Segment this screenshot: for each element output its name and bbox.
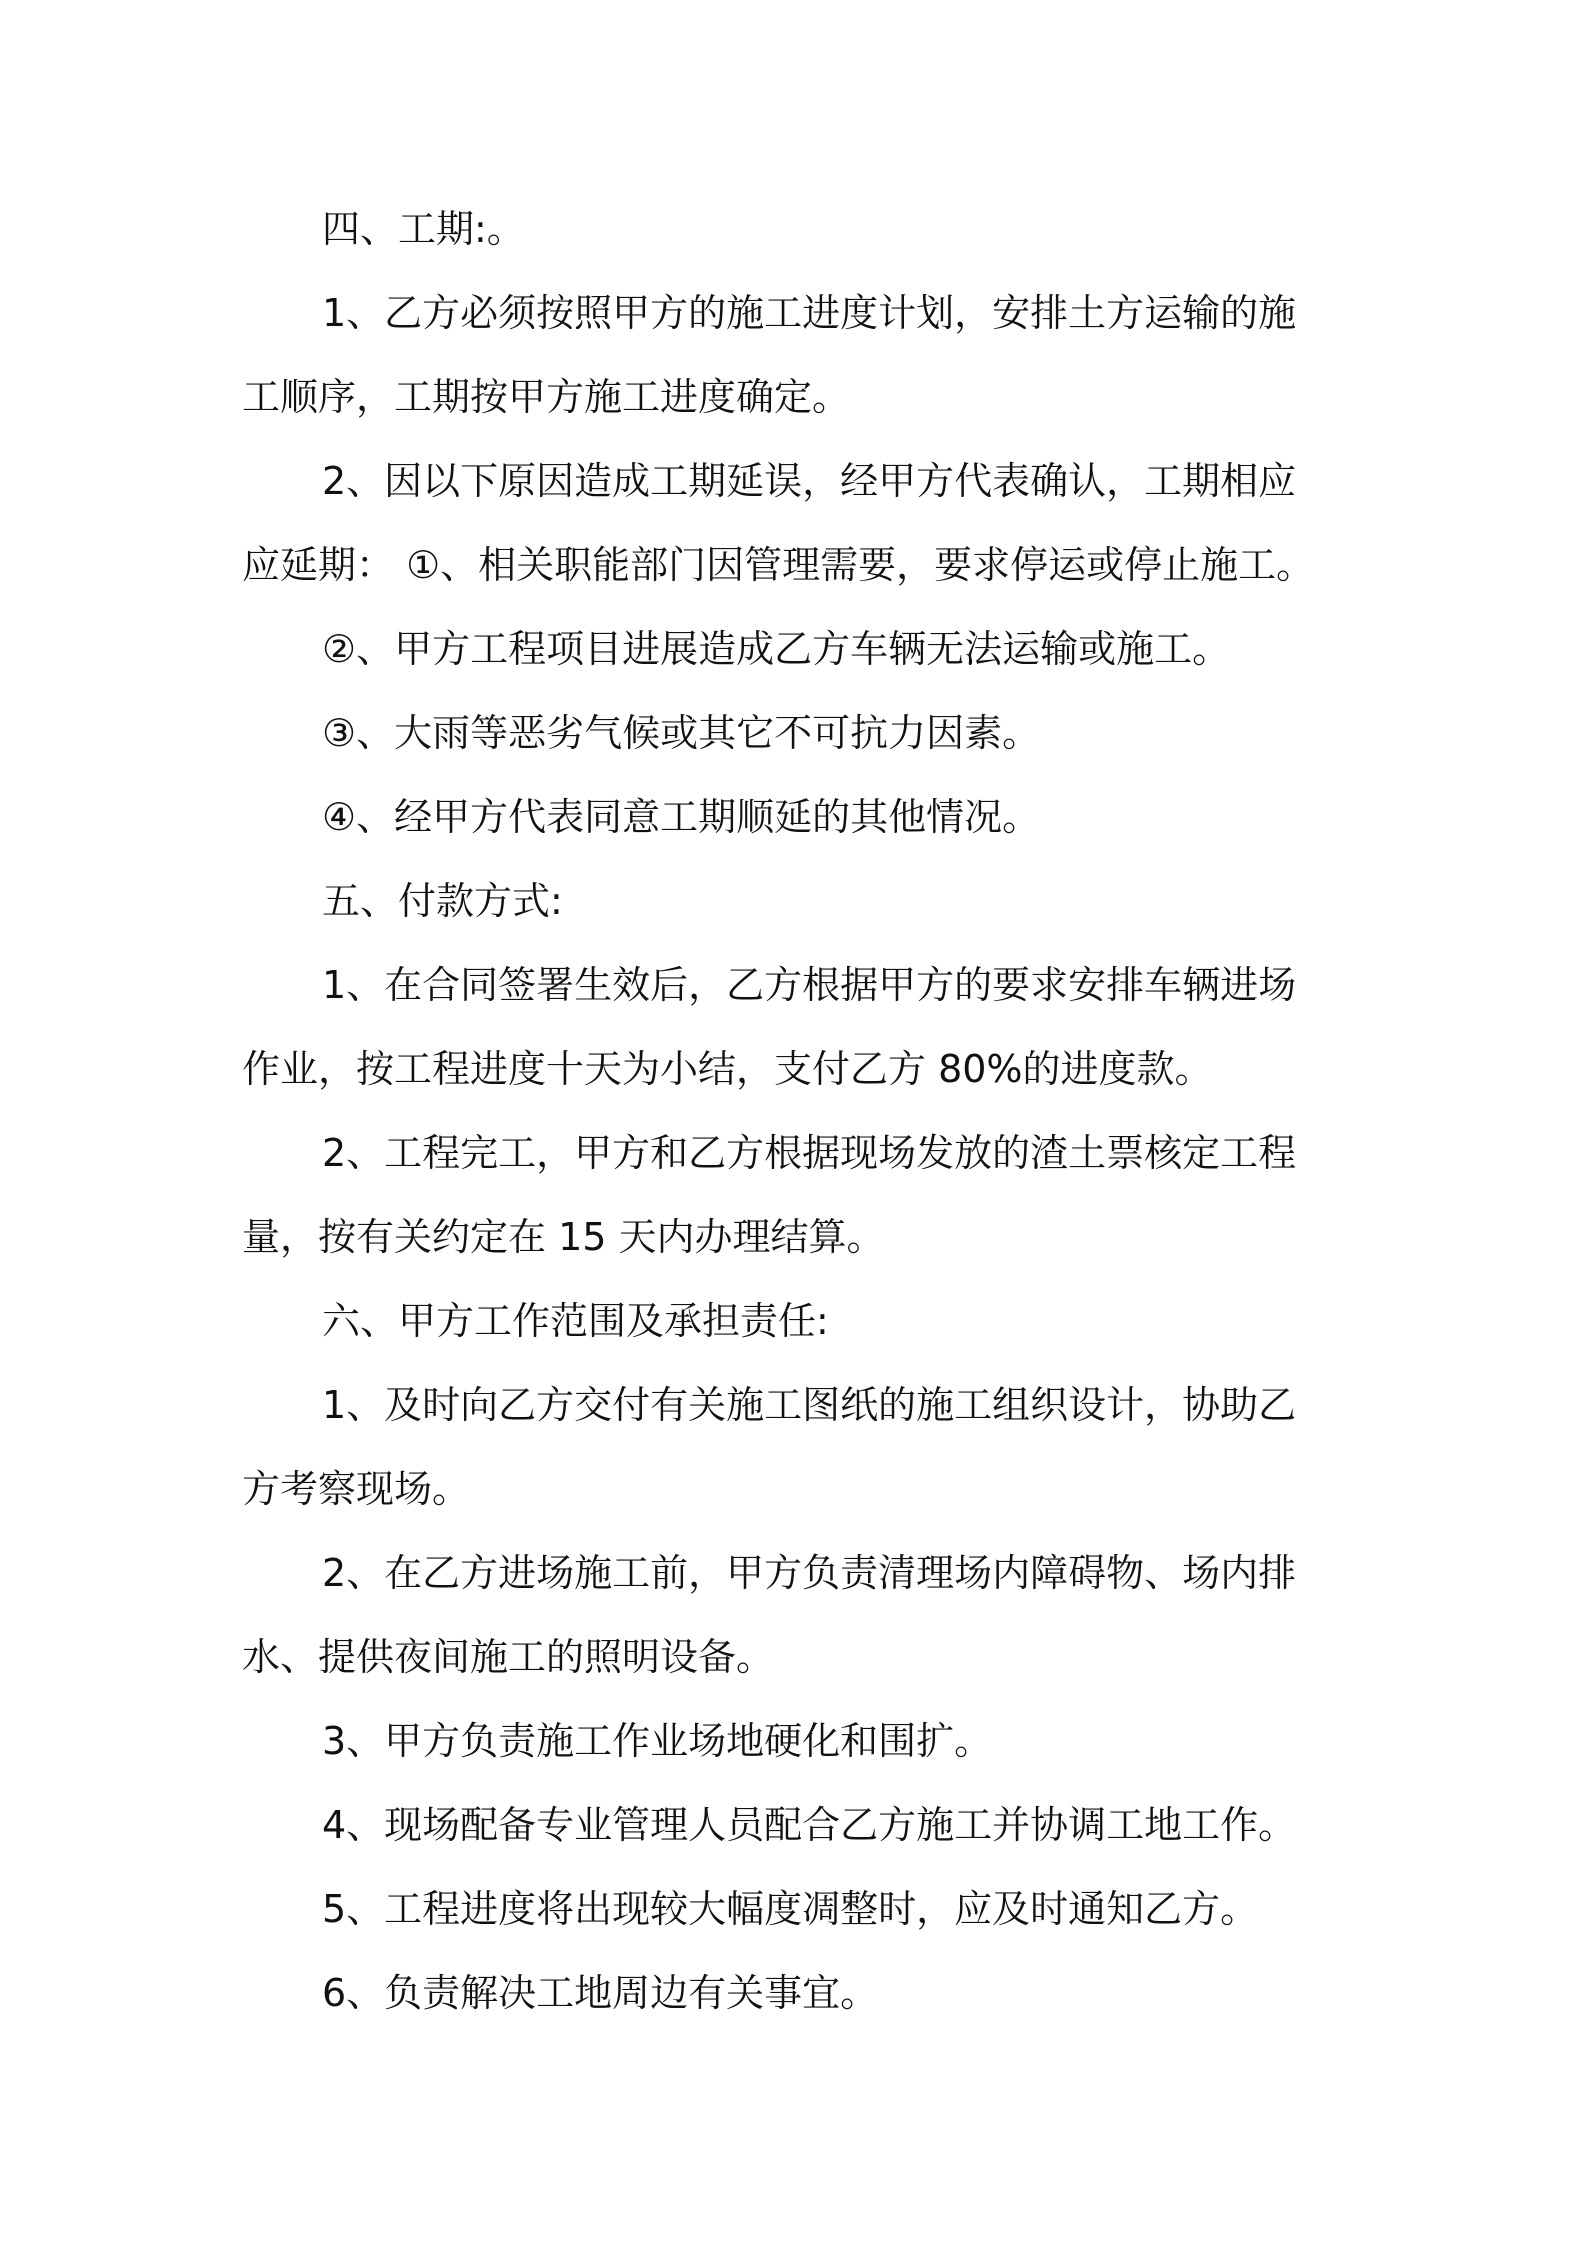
paragraph-line: 6、负责解决工地周边有关事宜。 (322, 1971, 879, 2015)
paragraph-line: 量，按有关约定在 15 天内办理结算。 (242, 1215, 885, 1259)
paragraph-line: 4、现场配备专业管理人员配合乙方施工并协调工地工作。 (322, 1803, 1297, 1847)
section-heading-party-a-duties: 六、甲方工作范围及承担责任: (322, 1299, 829, 1343)
paragraph-line: 作业，按工程进度十天为小结，支付乙方 80%的进度款。 (242, 1047, 1213, 1091)
section-heading-payment: 五、付款方式: (322, 879, 563, 923)
section-heading-schedule: 四、工期:。 (322, 207, 525, 251)
paragraph-line: 工顺序，工期按甲方施工进度确定。 (242, 375, 851, 419)
paragraph-line: 2、工程完工，甲方和乙方根据现场发放的渣土票核定工程 (322, 1131, 1297, 1175)
paragraph-line: 5、工程进度将出现较大幅度凋整时，应及时通知乙方。 (322, 1887, 1259, 1931)
paragraph-line: ③、大雨等恶劣气候或其它不可抗力因素。 (322, 711, 1041, 755)
paragraph-line: 应延期： ①、相关职能部门因管理需要，要求停运或停止施工。 (242, 543, 1315, 587)
paragraph-line: 1、及时向乙方交付有关施工图纸的施工组织设计，协助乙 (322, 1383, 1297, 1427)
paragraph-line: 1、乙方必须按照甲方的施工进度计划，安排土方运输的施 (322, 291, 1297, 335)
paragraph-line: ②、甲方工程项目进展造成乙方车辆无法运输或施工。 (322, 627, 1231, 671)
paragraph-line: 2、因以下原因造成工期延误，经甲方代表确认，工期相应 (322, 459, 1297, 503)
paragraph-line: 水、提供夜间施工的照明设备。 (242, 1635, 775, 1679)
paragraph-line: 方考察现场。 (242, 1467, 471, 1511)
paragraph-line: 2、在乙方进场施工前，甲方负责清理场内障碍物、场内排 (322, 1551, 1297, 1595)
paragraph-line: 1、在合同签署生效后，乙方根据甲方的要求安排车辆进场 (322, 963, 1297, 1007)
paragraph-line: 3、甲方负责施工作业场地硬化和围扩。 (322, 1719, 993, 1763)
paragraph-line: ④、经甲方代表同意工期顺延的其他情况。 (322, 795, 1041, 839)
